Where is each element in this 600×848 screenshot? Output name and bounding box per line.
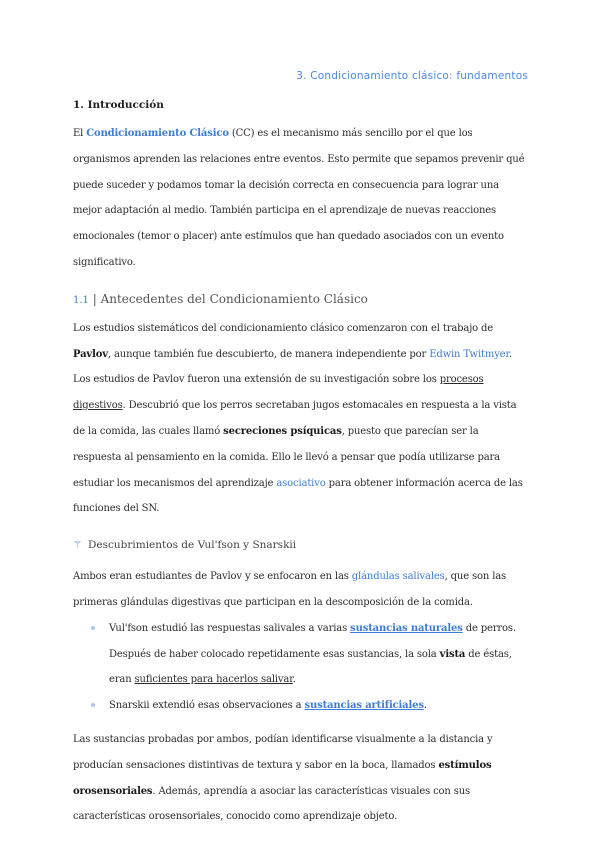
intro-heading: 1. Introducción xyxy=(73,99,164,111)
list-item xyxy=(109,693,528,719)
text-run: Los estudios sistemáticos del condicionamiento clásico comenzaron con el trabajo de xyxy=(73,322,494,334)
section-heading xyxy=(73,288,528,310)
caduceus-icon: ⚚ xyxy=(73,540,82,552)
text-run: . Descubrió que los perros secretaban jugos estomacales en respuesta a la vista de la comida, las cuales llamó xyxy=(73,400,517,437)
text-run: . Los estudios de Pavlov fueron una extensión de su investigación sobre los xyxy=(73,348,513,386)
text-run: Las sustancias probadas por ambos, podían identificarse visualmente a la distancia y producían sensaciones distintivas de textura y sabor en la boca, llamados xyxy=(73,733,493,771)
term-suficientes-para-salivar: suficientes para hacerlos salivar xyxy=(134,674,293,686)
antecedentes-paragraph xyxy=(73,316,528,522)
text-run: . xyxy=(292,674,296,686)
orosensorial-paragraph xyxy=(73,727,528,830)
term-vista: vista xyxy=(439,648,466,660)
link-edwin-twitmyer[interactable]: Edwin Twitmyer xyxy=(429,348,509,360)
text-run: . Además, aprendía a asociar las características visuales con sus características orosensoriales, conocido como aprendizaje objeto. xyxy=(73,785,470,823)
text-run: de perros. Después de haber colocado repetidamente esas sustancias, la sola xyxy=(109,622,516,660)
text-run: , aunque también fue descubierto, de manera independiente por xyxy=(107,348,430,360)
text-run: . xyxy=(423,700,427,712)
document-body xyxy=(73,96,528,830)
term-glandulas-salivales: glándulas salivales xyxy=(351,571,445,583)
term-secreciones-psiquicas: secreciones psíquicas xyxy=(223,425,342,437)
subsection-heading xyxy=(73,535,528,555)
text-run: Ambos eran estudiantes de Pavlov y se enfocaron en las xyxy=(73,571,352,583)
list-item xyxy=(109,616,528,693)
text-run: , que son las primeras glándulas digestivas que participan en la descomposición de la comida. xyxy=(73,571,507,608)
page-header-title: 3. Condicionamiento clásico: fundamentos xyxy=(296,70,528,82)
subsection-title: Descubrimientos de Vul'fson y Snarskii xyxy=(87,539,297,552)
text-run: , puesto que parecían ser la respuesta al pensamiento en la comida. Ello le llevó a pensar que podía utilizarse para estudiar los mecanismos del aprendizaje xyxy=(73,425,500,489)
section-number: 1.1 xyxy=(73,294,89,306)
bullet-dot xyxy=(91,626,95,630)
text-run: para obtener información acerca de las funciones del SN. xyxy=(73,477,523,515)
term-estimulos-orosensoriales: estímulos orosensoriales xyxy=(73,759,492,797)
text-run: (CC) es el mecanismo más sencillo por el que los organismos aprenden las relaciones entre eventos. Esto permite que sepamos prevenir qué puede suceder y podamos tomar la decisión correcta en consecuencia para lograr una mejor adaptación al medio. También participa en el aprendizaje de nuevas reacciones emocionales (temor o placer) ante estímulos que han quedado asociados con un evento significativo. xyxy=(73,128,525,268)
section-title: Antecedentes del Condicionamiento Clásico xyxy=(100,291,368,306)
findings-list xyxy=(73,616,528,719)
descubrimientos-paragraph xyxy=(73,564,528,616)
bullet-dot xyxy=(91,703,95,707)
text-run: Vul'fson estudió las respuestas salivales a varias xyxy=(109,622,351,634)
term-pavlov: Pavlov xyxy=(73,348,108,360)
term-procesos-digestivos: procesos digestivos xyxy=(73,374,484,412)
term-condicionamiento-clasico: Condicionamiento Clásico xyxy=(86,128,229,139)
link-sustancias-naturales[interactable]: sustancias naturales xyxy=(350,622,463,634)
text-run: de éstas, eran xyxy=(109,648,512,686)
term-asociativo: asociativo xyxy=(276,477,326,489)
link-sustancias-artificiales[interactable]: sustancias artificiales xyxy=(304,700,424,712)
text-run: El xyxy=(73,128,87,139)
intro-paragraph xyxy=(73,121,528,276)
text-run: Snarskii extendió esas observaciones a xyxy=(109,700,305,712)
section-separator: | xyxy=(88,291,101,306)
